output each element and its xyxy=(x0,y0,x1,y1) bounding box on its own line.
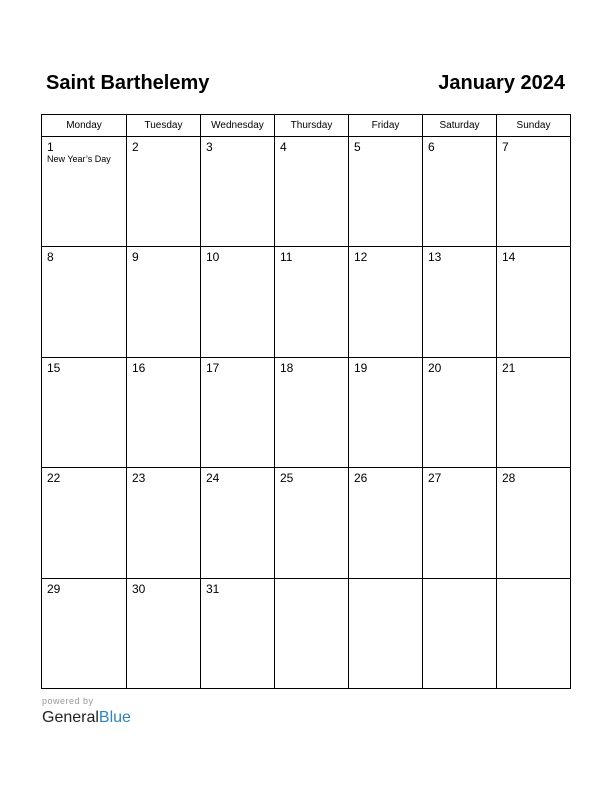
day-cell[interactable] xyxy=(275,579,349,689)
day-number: 7 xyxy=(502,140,509,154)
day-cell[interactable] xyxy=(42,137,127,247)
day-number: 10 xyxy=(206,250,220,265)
powered-by-label: powered by xyxy=(42,696,94,706)
day-cell[interactable] xyxy=(349,247,423,357)
day-cell[interactable] xyxy=(127,579,201,689)
day-cell[interactable] xyxy=(201,247,275,357)
day-cell[interactable] xyxy=(42,468,127,578)
day-cell[interactable] xyxy=(423,579,497,689)
day-cell[interactable] xyxy=(423,137,497,247)
day-number: 19 xyxy=(354,360,368,375)
day-cell[interactable] xyxy=(423,358,497,468)
day-cell[interactable] xyxy=(497,468,571,578)
day-cell[interactable] xyxy=(127,358,201,468)
day-cell[interactable] xyxy=(423,468,497,578)
day-cell[interactable] xyxy=(201,358,275,468)
day-cell[interactable] xyxy=(201,579,275,689)
calendar-grid xyxy=(41,114,571,689)
day-number: 4 xyxy=(280,140,287,154)
day-number: 25 xyxy=(280,471,294,486)
day-number: 20 xyxy=(428,360,442,375)
generalblue-logo[interactable] xyxy=(42,708,131,728)
day-cell[interactable] xyxy=(42,579,127,689)
day-number: 29 xyxy=(47,581,61,596)
weekday-header-monday: Monday xyxy=(42,115,127,137)
day-cell[interactable] xyxy=(497,358,571,468)
brand-general: General xyxy=(42,709,99,726)
day-number: 5 xyxy=(354,140,361,154)
day-number: 13 xyxy=(428,250,442,265)
day-number: 1 xyxy=(47,140,54,154)
weekday-header-friday: Friday xyxy=(349,115,423,137)
day-number: 15 xyxy=(47,360,61,375)
day-cell[interactable] xyxy=(497,137,571,247)
holiday-label: New Year’s Day xyxy=(47,154,111,164)
calendar-month-year: January 2024 xyxy=(438,72,565,94)
day-cell[interactable] xyxy=(349,468,423,578)
day-number: 18 xyxy=(280,360,294,375)
day-number: 31 xyxy=(206,581,220,596)
day-number: 24 xyxy=(206,471,220,486)
footer xyxy=(42,696,131,728)
day-number: 6 xyxy=(428,140,435,154)
day-number: 9 xyxy=(132,250,139,265)
day-number: 26 xyxy=(354,471,368,486)
day-number: 16 xyxy=(132,360,146,375)
weekday-header-sunday: Sunday xyxy=(497,115,571,137)
day-number: 30 xyxy=(132,581,146,596)
day-number: 2 xyxy=(132,140,139,154)
day-cell[interactable] xyxy=(349,137,423,247)
day-cell[interactable] xyxy=(275,247,349,357)
day-number: 8 xyxy=(47,250,54,265)
day-cell[interactable] xyxy=(497,579,571,689)
weekday-header-wednesday: Wednesday xyxy=(201,115,275,137)
weekday-header-thursday: Thursday xyxy=(275,115,349,137)
day-cell[interactable] xyxy=(497,247,571,357)
day-cell[interactable] xyxy=(42,358,127,468)
day-cell[interactable] xyxy=(349,358,423,468)
day-cell[interactable] xyxy=(423,247,497,357)
weekday-header-saturday: Saturday xyxy=(423,115,497,137)
day-number: 14 xyxy=(502,250,516,265)
day-cell[interactable] xyxy=(127,247,201,357)
day-cell[interactable] xyxy=(201,468,275,578)
day-cell[interactable] xyxy=(42,247,127,357)
day-cell[interactable] xyxy=(127,137,201,247)
day-number: 21 xyxy=(502,360,516,375)
day-cell[interactable] xyxy=(275,137,349,247)
day-cell[interactable] xyxy=(349,579,423,689)
brand-blue: Blue xyxy=(98,709,131,726)
day-number: 17 xyxy=(206,360,220,375)
day-cell[interactable] xyxy=(275,358,349,468)
day-number: 3 xyxy=(206,140,213,154)
day-number: 11 xyxy=(280,250,293,265)
day-cell[interactable] xyxy=(201,137,275,247)
day-cell[interactable] xyxy=(275,468,349,578)
day-number: 23 xyxy=(132,471,146,486)
day-number: 28 xyxy=(502,471,516,486)
day-number: 27 xyxy=(428,471,442,486)
day-number: 12 xyxy=(354,250,368,265)
day-number: 22 xyxy=(47,471,61,486)
calendar-title: Saint Barthelemy xyxy=(46,72,210,94)
day-cell[interactable] xyxy=(127,468,201,578)
weekday-header-tuesday: Tuesday xyxy=(127,115,201,137)
